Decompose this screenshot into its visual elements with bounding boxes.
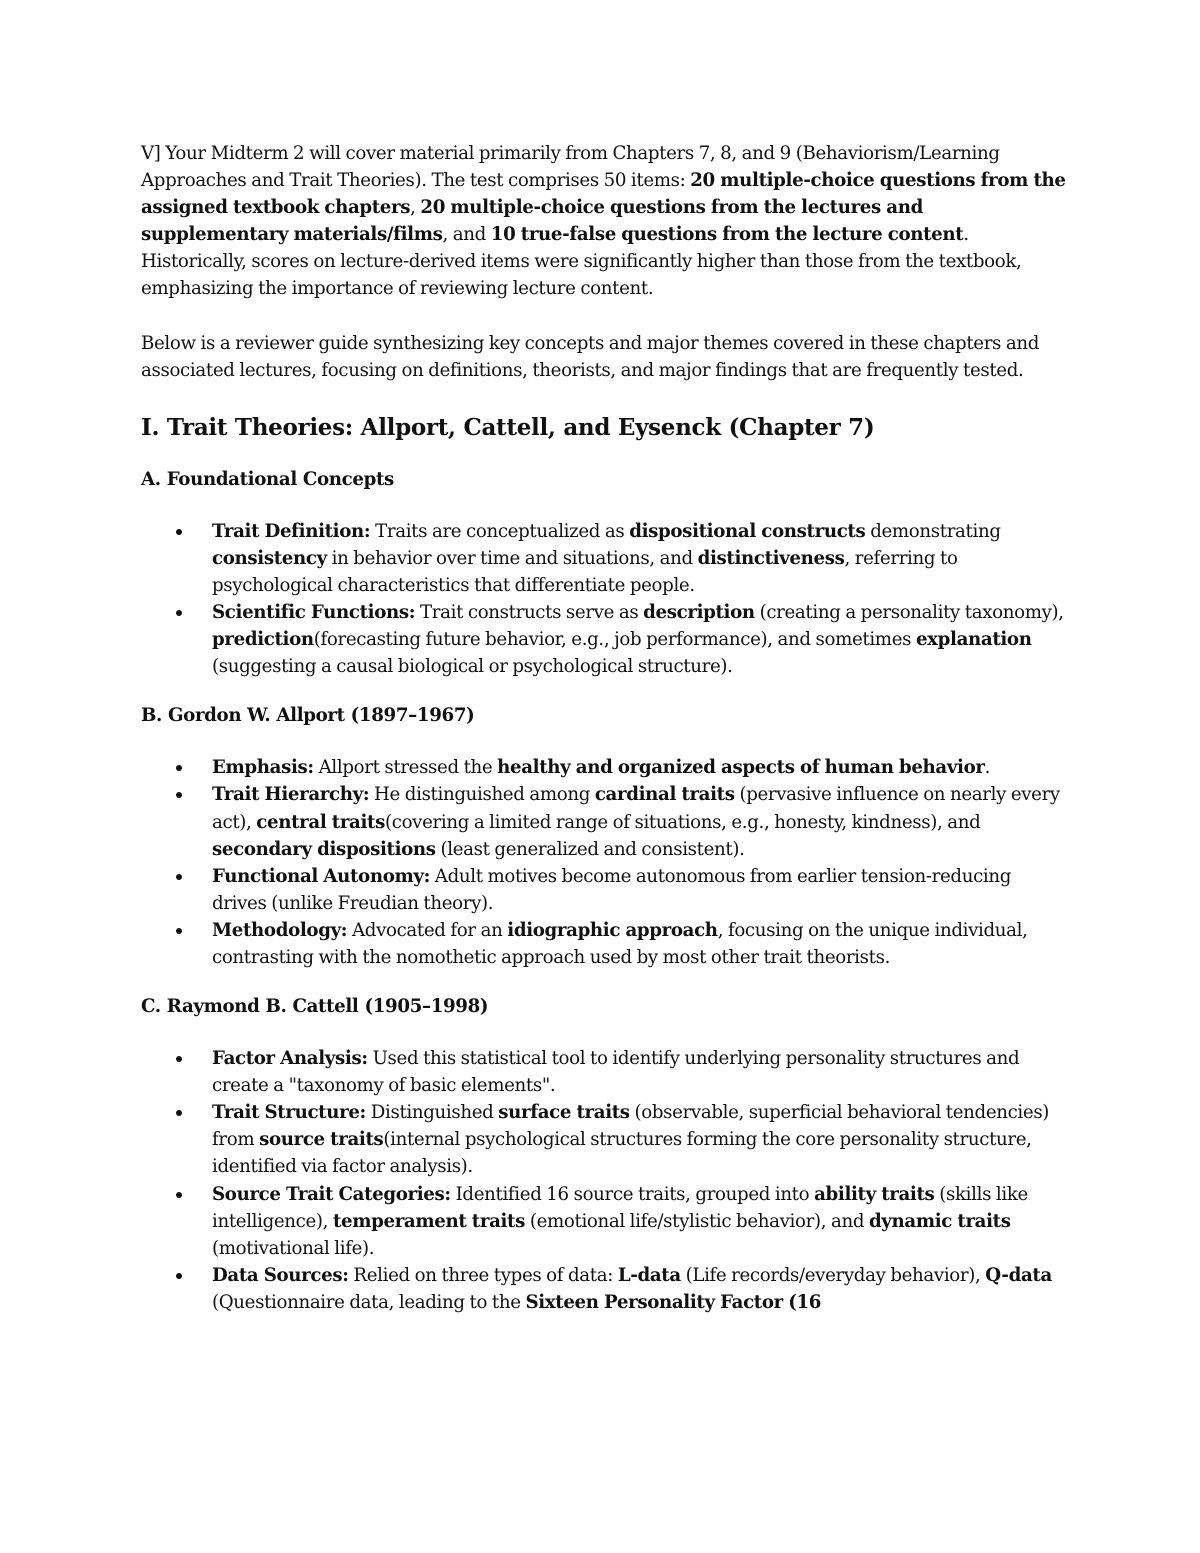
- bullet-icon: [176, 1056, 182, 1062]
- bullet-icon: [176, 529, 182, 535]
- bold-term: Factor Analysis:: [212, 1048, 368, 1070]
- bold-term: Data Sources:: [212, 1264, 349, 1286]
- bold-term: 10 true-false questions from the lecture content: [490, 224, 964, 246]
- bold-term: idiographic approach: [507, 919, 718, 941]
- list-item: Trait Structure: Distinguished surface traits (observable, superficial behavioral tendencies) from source traits(internal psychological structures forming the core personality structure, identified via factor analysis).: [212, 1099, 1066, 1180]
- bold-term: surface traits: [498, 1102, 630, 1124]
- bold-term: Scientific Functions:: [212, 602, 416, 624]
- bold-term: Trait Structure:: [212, 1102, 366, 1124]
- bold-term: 20 multiple-choice questions from the lectures and supplementary materials/films: [141, 197, 923, 246]
- list-item: Scientific Functions: Trait constructs serve as description (creating a personality taxonomy), prediction(forecasting future behavior, e.g., job performance), and sometimes explanation (suggesting a causal biological or psychological structure).: [212, 599, 1066, 680]
- bold-term: description: [643, 602, 755, 624]
- bold-term: source traits: [259, 1129, 384, 1151]
- bold-term: temperament traits: [332, 1210, 525, 1232]
- document-page: [141, 140, 1066, 1316]
- bold-term: healthy and organized aspects of human behavior: [497, 757, 985, 779]
- bold-term: L-data: [617, 1264, 681, 1286]
- bullet-icon: [176, 1192, 182, 1198]
- bold-term: explanation: [915, 629, 1032, 651]
- bold-term: cardinal traits: [594, 784, 735, 806]
- bold-term: Functional Autonomy:: [212, 865, 430, 887]
- bullet-icon: [176, 610, 182, 616]
- bold-term: 20 multiple-choice questions from the assigned textbook chapters: [141, 170, 1066, 219]
- list-item: Trait Definition: Traits are conceptualized as dispositional constructs demonstrating consistency in behavior over time and situations, and distinctiveness, referring to psychological characteristics that differentiate people.: [212, 518, 1066, 599]
- bold-term: Trait Definition:: [212, 520, 371, 542]
- bold-term: consistency: [212, 547, 327, 569]
- bold-term: Sixteen Personality Factor (16: [525, 1291, 822, 1313]
- bold-term: Source Trait Categories:: [212, 1183, 451, 1205]
- subsection-heading-foundational: A. Foundational Concepts: [141, 468, 394, 490]
- list-item: Factor Analysis: Used this statistical tool to identify underlying personality structures and create a "taxonomy of basic elements".: [212, 1045, 1066, 1099]
- subsection-heading-allport: B. Gordon W. Allport (1897–1967): [141, 705, 475, 727]
- bullet-icon: [176, 765, 182, 771]
- list-item: Emphasis: Allport stressed the healthy and organized aspects of human behavior.: [212, 754, 1066, 781]
- bold-term: dynamic traits: [868, 1210, 1011, 1232]
- bullet-icon: [176, 874, 182, 880]
- bold-term: Q-data: [985, 1264, 1052, 1286]
- list-item: Methodology: Advocated for an idiographic approach, focusing on the unique individual, contrasting with the nomothetic approach used by most other trait theorists.: [212, 917, 1066, 971]
- bold-term: Trait Hierarchy:: [212, 784, 370, 806]
- reviewer-guide-paragraph: Below is a reviewer guide synthesizing key concepts and major themes covered in these chapters and associated lectures, focusing on definitions, theorists, and major findings that are frequently tested.: [141, 332, 1040, 381]
- section-heading: I. Trait Theories: Allport, Cattell, and Eysenck (Chapter 7): [141, 413, 875, 441]
- subsection-heading-cattell: C. Raymond B. Cattell (1905–1998): [141, 996, 489, 1018]
- bullet-icon: [176, 1110, 182, 1116]
- bullet-icon: [176, 1273, 182, 1279]
- intro-paragraph: V] Your Midterm 2 will cover material primarily from Chapters 7, 8, and 9 (Behaviorism/Learning Approaches and Trait Theories). The test comprises 50 items: 20 multiple-choice questions from the assigned textbook chapters, 20 multiple-choice questions from the lectures and supplementary materials/films, and 10 true-false questions from the lecture content. Historically, scores on lecture-derived items were significantly higher than those from the textbook, emphasizing the importance of reviewing lecture content.: [141, 143, 1066, 300]
- bullet-icon: [176, 792, 182, 798]
- list-item: Trait Hierarchy: He distinguished among cardinal traits (pervasive influence on nearly every act), central traits(covering a limited range of situations, e.g., honesty, kindness), and secondary dispositions (least generalized and consistent).: [212, 781, 1066, 862]
- bold-term: distinctiveness: [697, 547, 845, 569]
- bullet-icon: [176, 928, 182, 934]
- list-item: Source Trait Categories: Identified 16 source traits, grouped into ability traits (skills like intelligence), temperament traits (emotional life/stylistic behavior), and dynamic traits (motivational life).: [212, 1181, 1066, 1262]
- bold-term: dispositional constructs: [629, 520, 866, 542]
- bullet-list-cattell: [141, 1045, 1066, 1316]
- bold-term: Methodology:: [212, 919, 348, 941]
- list-item: Data Sources: Relied on three types of data: L-data (Life records/everyday behavior), Q-data (Questionnaire data, leading to the Sixteen Personality Factor (16: [212, 1262, 1066, 1316]
- bold-term: central traits: [256, 811, 385, 833]
- bold-term: prediction: [212, 629, 314, 651]
- bullet-list-allport: [141, 754, 1066, 971]
- bold-term: secondary dispositions: [212, 838, 436, 860]
- bold-term: ability traits: [814, 1183, 935, 1205]
- bold-term: Emphasis:: [212, 757, 314, 779]
- bullet-list-foundational: [141, 518, 1066, 681]
- list-item: Functional Autonomy: Adult motives become autonomous from earlier tension-reducing drives (unlike Freudian theory).: [212, 863, 1066, 917]
